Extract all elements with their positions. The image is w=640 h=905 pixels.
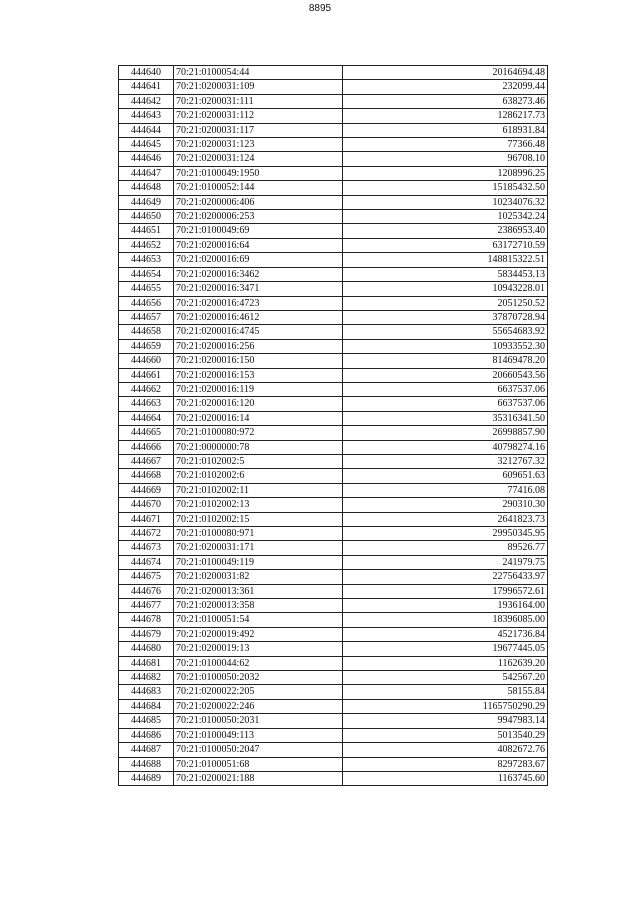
cadastral-number-cell: 70:21:0102002:5 [174,454,343,468]
table-row [119,282,548,296]
table-row [119,613,548,627]
value-cell: 542567.20 [343,671,548,685]
value-cell: 1163745.60 [343,771,548,785]
cadastral-number-cell: 70:21:0200022:246 [174,699,343,713]
value-cell: 40798274.16 [343,440,548,454]
row-number-cell: 444655 [119,282,174,296]
row-number-cell: 444674 [119,555,174,569]
value-cell: 81469478.20 [343,354,548,368]
table-row [119,627,548,641]
value-cell: 18396085.00 [343,613,548,627]
cadastral-number-cell: 70:21:0200019:492 [174,627,343,641]
value-cell: 618931.84 [343,123,548,137]
row-number-cell: 444645 [119,138,174,152]
cadastral-number-cell: 70:21:0200006:406 [174,195,343,209]
value-cell: 1025342.24 [343,210,548,224]
value-cell: 63172710.59 [343,238,548,252]
row-number-cell: 444684 [119,699,174,713]
row-number-cell: 444642 [119,94,174,108]
row-number-cell: 444679 [119,627,174,641]
table-row [119,397,548,411]
cadastral-number-cell: 70:21:0200031:124 [174,152,343,166]
table-row [119,570,548,584]
table-row [119,123,548,137]
value-cell: 77416.08 [343,483,548,497]
cadastral-number-cell: 70:21:0100052:144 [174,181,343,195]
row-number-cell: 444669 [119,483,174,497]
row-number-cell: 444651 [119,224,174,238]
table-row [119,699,548,713]
table-row [119,325,548,339]
table-row [119,411,548,425]
value-cell: 10933552.30 [343,339,548,353]
table-row [119,685,548,699]
cadastral-number-cell: 70:21:0100051:68 [174,757,343,771]
table-row [119,757,548,771]
row-number-cell: 444688 [119,757,174,771]
table-row [119,584,548,598]
row-number-cell: 444672 [119,527,174,541]
table-row [119,152,548,166]
table-row [119,743,548,757]
value-cell: 148815322.51 [343,253,548,267]
cadastral-number-cell: 70:21:0200016:119 [174,382,343,396]
cadastral-number-cell: 70:21:0100051:54 [174,613,343,627]
value-cell: 1936164.00 [343,599,548,613]
value-cell: 609651.63 [343,469,548,483]
value-cell: 2641823.73 [343,512,548,526]
row-number-cell: 444683 [119,685,174,699]
cadastral-number-cell: 70:21:0102002:15 [174,512,343,526]
table-row [119,469,548,483]
table-row [119,253,548,267]
value-cell: 19677445.05 [343,642,548,656]
value-cell: 9947983.14 [343,714,548,728]
row-number-cell: 444668 [119,469,174,483]
value-cell: 241979.75 [343,555,548,569]
cadastral-number-cell: 70:21:0200031:123 [174,138,343,152]
value-cell: 35316341.50 [343,411,548,425]
cadastral-number-cell: 70:21:0200016:3471 [174,282,343,296]
value-cell: 4082672.76 [343,743,548,757]
row-number-cell: 444677 [119,599,174,613]
value-cell: 2386953.40 [343,224,548,238]
value-cell: 26998857.90 [343,426,548,440]
value-cell: 22756433.97 [343,570,548,584]
value-cell: 29950345.95 [343,527,548,541]
table-row [119,354,548,368]
cadastral-number-cell: 70:21:0100044:62 [174,656,343,670]
row-number-cell: 444681 [119,656,174,670]
table-row [119,138,548,152]
table-row [119,368,548,382]
value-cell: 290310.30 [343,498,548,512]
table-row [119,181,548,195]
table-row [119,224,548,238]
cadastral-number-cell: 70:21:0200031:111 [174,94,343,108]
row-number-cell: 444663 [119,397,174,411]
table-row [119,498,548,512]
value-cell: 20164694.48 [343,66,548,80]
row-number-cell: 444647 [119,166,174,180]
value-cell: 8297283.67 [343,757,548,771]
row-number-cell: 444658 [119,325,174,339]
table-row [119,541,548,555]
value-cell: 232099.44 [343,80,548,94]
row-number-cell: 444665 [119,426,174,440]
table-row [119,527,548,541]
row-number-cell: 444680 [119,642,174,656]
row-number-cell: 444659 [119,339,174,353]
cadastral-number-cell: 70:21:0102002:11 [174,483,343,497]
row-number-cell: 444653 [119,253,174,267]
row-number-cell: 444643 [119,109,174,123]
cadastral-number-cell: 70:21:0200031:82 [174,570,343,584]
table-row [119,310,548,324]
value-cell: 10943228.01 [343,282,548,296]
value-cell: 3212767.32 [343,454,548,468]
cadastral-number-cell: 70:21:0100049:69 [174,224,343,238]
cadastral-number-cell: 70:21:0200031:109 [174,80,343,94]
value-cell: 37870728.94 [343,310,548,324]
cadastral-number-cell: 70:21:0200016:64 [174,238,343,252]
value-cell: 5834453.13 [343,267,548,281]
value-cell: 1208996.25 [343,166,548,180]
row-number-cell: 444660 [119,354,174,368]
cadastral-number-cell: 70:21:0100080:971 [174,527,343,541]
row-number-cell: 444656 [119,296,174,310]
row-number-cell: 444644 [119,123,174,137]
row-number-cell: 444676 [119,584,174,598]
row-number-cell: 444640 [119,66,174,80]
cadastral-number-cell: 70:21:0200013:361 [174,584,343,598]
row-number-cell: 444667 [119,454,174,468]
cadastral-number-cell: 70:21:0100049:119 [174,555,343,569]
cadastral-number-cell: 70:21:0200016:153 [174,368,343,382]
cadastral-number-cell: 70:21:0200031:112 [174,109,343,123]
table-row [119,454,548,468]
cadastral-number-cell: 70:21:0200016:256 [174,339,343,353]
table-row [119,656,548,670]
cadastral-number-cell: 70:21:0200021:188 [174,771,343,785]
row-number-cell: 444641 [119,80,174,94]
table-row [119,238,548,252]
value-cell: 58155.84 [343,685,548,699]
table-row [119,555,548,569]
row-number-cell: 444664 [119,411,174,425]
cadastral-number-cell: 70:21:0102002:13 [174,498,343,512]
value-cell: 17996572.61 [343,584,548,598]
cadastral-number-cell: 70:21:0200016:150 [174,354,343,368]
table-row [119,426,548,440]
cadastral-number-cell: 70:21:0200013:358 [174,599,343,613]
table-row [119,483,548,497]
row-number-cell: 444646 [119,152,174,166]
value-cell: 4521736.84 [343,627,548,641]
row-number-cell: 444687 [119,743,174,757]
table-row [119,66,548,80]
cadastral-number-cell: 70:21:0200019:13 [174,642,343,656]
row-number-cell: 444650 [119,210,174,224]
value-cell: 10234076.32 [343,195,548,209]
cadastral-number-cell: 70:21:0200031:117 [174,123,343,137]
row-number-cell: 444682 [119,671,174,685]
cadastral-number-cell: 70:21:0200022:205 [174,685,343,699]
cadastral-number-cell: 70:21:0100050:2047 [174,743,343,757]
value-cell: 77366.48 [343,138,548,152]
value-cell: 55654683.92 [343,325,548,339]
table-row [119,599,548,613]
cadastral-number-cell: 70:21:0200016:4723 [174,296,343,310]
value-cell: 638273.46 [343,94,548,108]
row-number-cell: 444648 [119,181,174,195]
row-number-cell: 444652 [119,238,174,252]
row-number-cell: 444673 [119,541,174,555]
table-row [119,642,548,656]
row-number-cell: 444686 [119,728,174,742]
table-row [119,296,548,310]
page-number: 8895 [308,3,332,14]
cadastral-number-cell: 70:21:0100049:113 [174,728,343,742]
cadastral-number-cell: 70:21:0200016:120 [174,397,343,411]
cadastral-number-cell: 70:21:0000000:78 [174,440,343,454]
cadastral-number-cell: 70:21:0100050:2032 [174,671,343,685]
table-row [119,210,548,224]
row-number-cell: 444670 [119,498,174,512]
value-cell: 1162639.20 [343,656,548,670]
data-table [118,65,548,786]
value-cell: 96708.10 [343,152,548,166]
cadastral-number-cell: 70:21:0200006:253 [174,210,343,224]
table-row [119,94,548,108]
row-number-cell: 444685 [119,714,174,728]
value-cell: 5013540.29 [343,728,548,742]
table-row [119,80,548,94]
row-number-cell: 444649 [119,195,174,209]
cadastral-number-cell: 70:21:0200016:69 [174,253,343,267]
table-body [119,66,548,786]
table-row [119,109,548,123]
table-row [119,512,548,526]
cadastral-number-cell: 70:21:0100054:44 [174,66,343,80]
table-row [119,382,548,396]
value-cell: 2051250.52 [343,296,548,310]
cadastral-number-cell: 70:21:0200016:14 [174,411,343,425]
row-number-cell: 444666 [119,440,174,454]
cadastral-number-cell: 70:21:0102002:6 [174,469,343,483]
value-cell: 89526.77 [343,541,548,555]
value-cell: 1286217.73 [343,109,548,123]
table-row [119,671,548,685]
row-number-cell: 444671 [119,512,174,526]
cadastral-number-cell: 70:21:0200016:4745 [174,325,343,339]
cadastral-number-cell: 70:21:0200016:3462 [174,267,343,281]
value-cell: 1165750290.29 [343,699,548,713]
value-cell: 6637537.06 [343,397,548,411]
table-row [119,339,548,353]
row-number-cell: 444675 [119,570,174,584]
row-number-cell: 444689 [119,771,174,785]
row-number-cell: 444657 [119,310,174,324]
cadastral-number-cell: 70:21:0100050:2031 [174,714,343,728]
cadastral-number-cell: 70:21:0100049:1950 [174,166,343,180]
row-number-cell: 444678 [119,613,174,627]
value-cell: 6637537.06 [343,382,548,396]
cadastral-number-cell: 70:21:0200016:4612 [174,310,343,324]
row-number-cell: 444661 [119,368,174,382]
table-row [119,440,548,454]
row-number-cell: 444662 [119,382,174,396]
value-cell: 15185432.50 [343,181,548,195]
table-row [119,714,548,728]
table-row [119,267,548,281]
cadastral-number-cell: 70:21:0200031:171 [174,541,343,555]
table-row [119,771,548,785]
cadastral-number-cell: 70:21:0100080:972 [174,426,343,440]
table-row [119,195,548,209]
row-number-cell: 444654 [119,267,174,281]
value-cell: 20660543.56 [343,368,548,382]
table-row [119,166,548,180]
table-row [119,728,548,742]
